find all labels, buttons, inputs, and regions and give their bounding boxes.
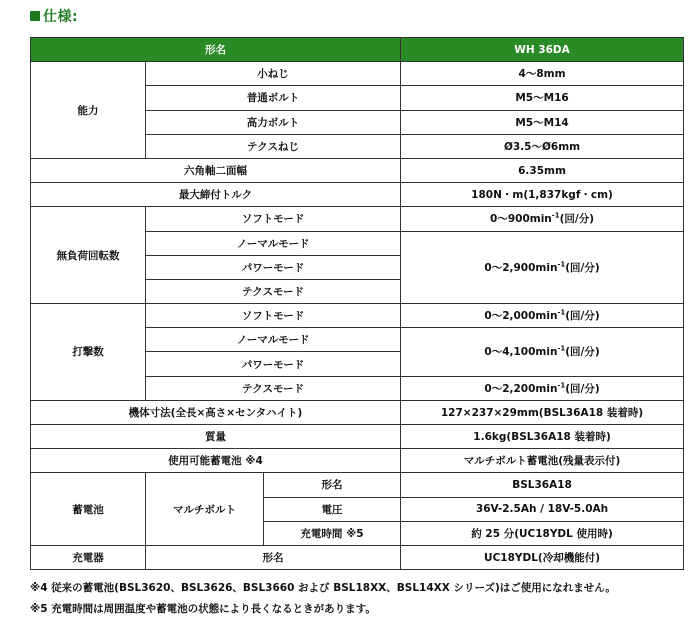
row-label: 電圧 bbox=[264, 497, 401, 521]
row-value: 6.35mm bbox=[401, 158, 684, 182]
row-label: テクスモード bbox=[146, 376, 401, 400]
footnote-5: ※5 充電時間は周囲温度や蓄電池の状態により長くなるときがあります。 bbox=[30, 603, 376, 615]
row-label: 充電時間 ※5 bbox=[264, 521, 401, 545]
row-value: $0\sim 900\min^{-1}$(回/分) bbox=[401, 207, 684, 231]
table-row bbox=[31, 62, 684, 86]
row-label: 質量 bbox=[31, 425, 401, 449]
row-value: 180N・m(1,837kgf・cm) bbox=[401, 183, 684, 207]
table-row bbox=[31, 304, 684, 328]
row-value: 127×237×29mm(BSL36A18 装着時) bbox=[401, 400, 684, 424]
row-label: テクスねじ bbox=[146, 134, 401, 158]
header-model: WH 36DA bbox=[401, 38, 684, 62]
row-value: UC18YDL(冷却機能付) bbox=[401, 545, 684, 569]
table-row bbox=[31, 545, 684, 569]
battery-label: 蓄電池 bbox=[31, 473, 146, 546]
table-row bbox=[31, 207, 684, 231]
row-value: BSL36A18 bbox=[401, 473, 684, 497]
row-value: $0\sim 2,200\min^{-1}$(回/分) bbox=[401, 376, 684, 400]
impact-label: 打撃数 bbox=[31, 304, 146, 401]
row-value: $0\sim 2,900\min^{-1}$(回/分) bbox=[401, 231, 684, 304]
spec-heading: 仕様: bbox=[30, 6, 78, 26]
row-value: $0\sim 2,000\min^{-1}$(回/分) bbox=[401, 304, 684, 328]
square-bullet-icon bbox=[30, 11, 40, 21]
header-name-col: 形名 bbox=[31, 38, 401, 62]
row-value: 1.6kg(BSL36A18 装着時) bbox=[401, 425, 684, 449]
row-label: 最大締付トルク bbox=[31, 183, 401, 207]
row-label: 普通ボルト bbox=[146, 86, 401, 110]
row-label: 機体寸法(全長×高さ×センタハイト) bbox=[31, 400, 401, 424]
row-label: パワーモード bbox=[146, 255, 401, 279]
row-label: 使用可能蓄電池 ※4 bbox=[31, 449, 401, 473]
row-value: 約 25 分(UC18YDL 使用時) bbox=[401, 521, 684, 545]
table-row bbox=[31, 449, 684, 473]
table-row bbox=[31, 425, 684, 449]
row-value: 36V-2.5Ah / 18V-5.0Ah bbox=[401, 497, 684, 521]
table-row bbox=[31, 473, 684, 497]
row-label: ノーマルモード bbox=[146, 231, 401, 255]
footnote-4: ※4 従来の蓄電池(BSL3620、BSL3626、BSL3660 および BSL18XX、BSL14XX シリーズ)はご使用になれません。 bbox=[30, 582, 616, 594]
table-row bbox=[31, 400, 684, 424]
row-label: 六角軸二面幅 bbox=[31, 158, 401, 182]
row-value: M5～M14 bbox=[401, 110, 684, 134]
row-label: 形名 bbox=[146, 545, 401, 569]
row-label: ソフトモード bbox=[146, 304, 401, 328]
row-value: 4～8mm bbox=[401, 62, 684, 86]
table-row bbox=[31, 183, 684, 207]
row-label: テクスモード bbox=[146, 279, 401, 303]
row-label: 小ねじ bbox=[146, 62, 401, 86]
row-value: マルチボルト蓄電池(残量表示付) bbox=[401, 449, 684, 473]
table-row bbox=[31, 158, 684, 182]
row-label: 形名 bbox=[264, 473, 401, 497]
charger-label: 充電器 bbox=[31, 545, 146, 569]
row-label: ソフトモード bbox=[146, 207, 401, 231]
battery-sub-label: マルチボルト bbox=[146, 473, 264, 546]
row-label: パワーモード bbox=[146, 352, 401, 376]
capacity-label: 能力 bbox=[31, 62, 146, 159]
row-label: ノーマルモード bbox=[146, 328, 401, 352]
row-value: M5～M16 bbox=[401, 86, 684, 110]
header-row bbox=[31, 38, 684, 62]
row-label: 高力ボルト bbox=[146, 110, 401, 134]
row-value: $0\sim 4,100\min^{-1}$(回/分) bbox=[401, 328, 684, 376]
spec-table bbox=[30, 37, 684, 570]
footnotes bbox=[30, 578, 616, 620]
no-load-label: 無負荷回転数 bbox=[31, 207, 146, 304]
row-value: Ø3.5～Ø6mm bbox=[401, 134, 684, 158]
